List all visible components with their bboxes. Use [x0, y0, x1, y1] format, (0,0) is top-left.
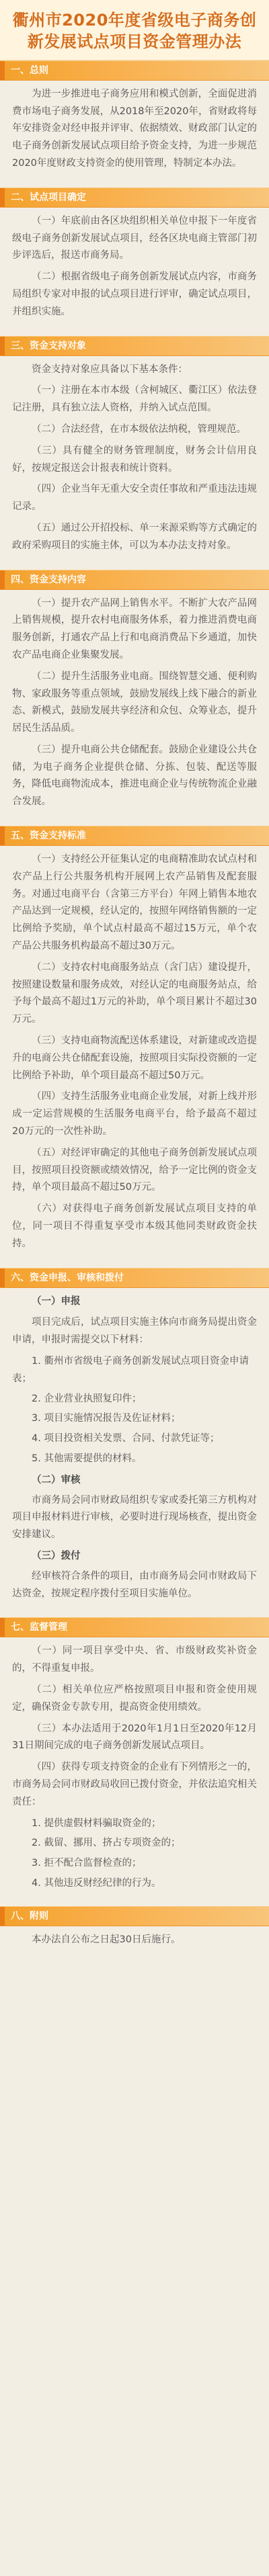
supervision-list-item-3: 3. 拒不配合监督检查的；	[32, 1858, 142, 1869]
section-support-content	[0, 570, 269, 820]
section-body-support-standard	[0, 846, 269, 1261]
funding-process-subtitle-review: （二）审核	[32, 1474, 81, 1486]
support-object-condition-4: （四）企业当年无重大安全责任事故和严重违法违规记录。	[12, 484, 257, 513]
section-funding-process	[0, 1268, 269, 1611]
section-pilot-project	[0, 187, 269, 329]
general-paragraph-1: 为进一步推进电子商务应用和模式创新，全面促进消费市场电子商务发展，从2018年至2020年，省财政将每年安排资金对经申报并评审、依据绩效、财政部门认定的电子商务创新发展试点项目给予资金支持，为进一步规范2020年度财政支持资金的使用管理，特制定本办法。	[12, 88, 257, 169]
section-body-pilot-project	[0, 208, 269, 329]
section-heading-funding-process: 六、资金申报、审核和拨付	[0, 1268, 269, 1288]
support-object-condition-3: （三）具有健全的财务管理制度，财务会计信用良好，按规定报送会计报表和统计资料。	[12, 445, 257, 474]
funding-process-paragraph-1: 项目完成后，试点项目实施主体向市商务局提出资金申请，申报时需提交以下材料：	[12, 1317, 257, 1346]
funding-process-list-item-3: 3. 项目实施情况报告及佐证材料；	[32, 1413, 181, 1424]
supervision-list-item-1: 1. 提供虚假材料骗取资金的；	[32, 1817, 161, 1829]
support-standard-1: （一）支持经公开征集认定的电商精准助农试点村和农产品上行公共服务机构开展网上农产品销售及配套服务。对通过电商平台（含第三方平台）年网上销售本地农产品达到一定规模，经认定的，按照年网络销售额的一定比例给予奖励，单个试点村最高不超过15万元，单个农产品公共服务机构最高不超过30万元。	[12, 854, 257, 952]
section-heading-pilot-project: 二、试点项目确定	[0, 187, 269, 208]
support-object-intro: 资金支持对象应具备以下基本条件：	[32, 363, 188, 375]
section-heading-general: 一、总则	[0, 60, 269, 81]
support-standard-4: （四）支持生活服务业电商企业发展，对新上线并形成一定运营规模的生活服务电商平台，给予最高不超过20万元的一次性补助。	[12, 1091, 257, 1137]
section-body-support-object	[0, 356, 269, 563]
funding-process-subtitle-application: （一）申报	[32, 1295, 81, 1307]
supervision-list-item-2: 2. 截留、挪用、挤占专项资金的；	[32, 1838, 181, 1849]
pilot-paragraph-1: （一）年底前由各区块组织相关单位申报下一年度省级电子商务创新发展试点项目，经各区块电商主管部门初步评选后，报送市商务局。	[12, 215, 257, 261]
funding-process-paragraph-2: 市商务局会同市财政局组织专家或委托第三方机构对项目申报材料进行审核，必要时进行现场核查，提出资金安排建议。	[12, 1494, 257, 1541]
document-header	[0, 0, 269, 60]
support-object-condition-2: （二）合法经营，在市本级依法纳税，管理规范。	[32, 423, 246, 435]
section-support-object	[0, 336, 269, 563]
support-object-condition-5: （五）通过公开招投标、单一来源采购等方式确定的政府采购项目的实施主体，可以为本办法支持对象。	[12, 522, 257, 551]
section-heading-supervision: 七、监督管理	[0, 1617, 269, 1637]
section-appendix	[0, 1906, 269, 1964]
document-title: 衢州市2020年度省级电子商务创新发展试点项目资金管理办法	[12, 11, 257, 52]
section-general	[0, 60, 269, 181]
section-body-general	[0, 81, 269, 181]
section-heading-support-object: 三、资金支持对象	[0, 336, 269, 356]
support-standard-6: （六）对获得电子商务创新发展试点项目支持的单位，同一项目不得重复享受市本级其他同类财政资金扶持。	[12, 1203, 257, 1249]
supervision-paragraph-4: （四）获得专项支持资金的企业有下列情形之一的，市商务局会同市财政局收回已拨付资金，并依法追究相关责任：	[12, 1762, 257, 1807]
section-heading-appendix: 八、附则	[0, 1906, 269, 1926]
supervision-paragraph-1: （一）同一项目享受中央、省、市级财政奖补资金的，不得重复申报。	[12, 1645, 257, 1674]
section-body-funding-process	[0, 1288, 269, 1611]
appendix-paragraph-1: 本办法自公布之日起30日后施行。	[32, 1934, 181, 1945]
funding-process-list-item-1: 1. 衢州市省级电子商务创新发展试点项目资金申请表；	[12, 1356, 249, 1384]
support-standard-2: （二）支持农村电商服务站点（含门店）建设提升，按照建设数量和服务成效，对经认定的电商服务站点，给予每个最高不超过1万元的补助，单个项目累计不超过30万元。	[12, 961, 257, 1025]
section-heading-support-standard: 五、资金支持标准	[0, 826, 269, 846]
supervision-paragraph-3: （三）本办法适用于2020年1月1日至2020年12月31日期间完成的电子商务创新发展试点项目。	[12, 1723, 257, 1752]
support-standard-5: （五）对经评审确定的其他电子商务创新发展试点项目，按照项目投资额或绩效情况，给予一定比例的资金支持，单个项目最高不超过50万元。	[12, 1147, 257, 1193]
support-content-3: （三）提升电商公共仓储配套。鼓励企业建设公共仓储，为电子商务企业提供仓储、分拣、包装、配送等服务，降低电商物流成本，推进电商企业与传统物流企业融合发展。	[12, 744, 257, 808]
funding-process-subtitle-payment: （三）拨付	[32, 1550, 81, 1561]
support-content-2: （二）提升生活服务业电商。围绕智慧交通、便利购物、家政服务等重点领域，鼓励发展线上线下融合的新业态、新模式，鼓励发展共享经济和众包、众筹业态，提升居民生活品质。	[12, 671, 257, 734]
section-body-supervision	[0, 1637, 269, 1899]
funding-process-list-item-5: 5. 其他需要提供的材料。	[32, 1453, 142, 1464]
funding-process-paragraph-3: 经审核符合条件的项目，由市商务局会同市财政局下达资金，按规定程序拨付至项目实施单位。	[12, 1570, 257, 1599]
section-body-support-content	[0, 590, 269, 820]
section-heading-support-content: 四、资金支持内容	[0, 570, 269, 590]
pilot-paragraph-2: （二）根据省级电子商务创新发展试点内容，市商务局组织专家对申报的试点项目进行评审，确定试点项目，并组织实施。	[12, 271, 257, 317]
support-content-1: （一）提升农产品网上销售水平。不断扩大农产品网上销售规模，提升农村电商服务体系，着力推进消费电商服务创新，打通农产品上行和电商消费品下乡通道，加快农产品电商企业集聚发展。	[12, 597, 257, 660]
supervision-list-item-4: 4. 其他违反财经纪律的行为。	[32, 1877, 161, 1889]
funding-process-list-item-2: 2. 企业营业执照复印件；	[32, 1393, 142, 1404]
section-support-standard	[0, 826, 269, 1261]
support-standard-3: （三）支持电商物流配送体系建设，对新建或改造提升的电商公共仓储配套设施，按照项目实际投资额的一定比例给予补助，单个项目最高不超过50万元。	[12, 1035, 257, 1081]
supervision-paragraph-2: （二）相关单位应严格按照项目申报和资金使用规定，确保资金专款专用，提高资金使用绩效。	[12, 1684, 257, 1713]
section-supervision	[0, 1617, 269, 1899]
section-body-appendix	[0, 1926, 269, 1957]
funding-process-list-item-4: 4. 项目投资相关发票、合同、付款凭证等；	[32, 1433, 220, 1445]
support-object-condition-1: （一）注册在本市本级（含柯城区、衢江区）依法登记注册，具有独立法人资格，并纳入试点范围。	[12, 385, 257, 414]
